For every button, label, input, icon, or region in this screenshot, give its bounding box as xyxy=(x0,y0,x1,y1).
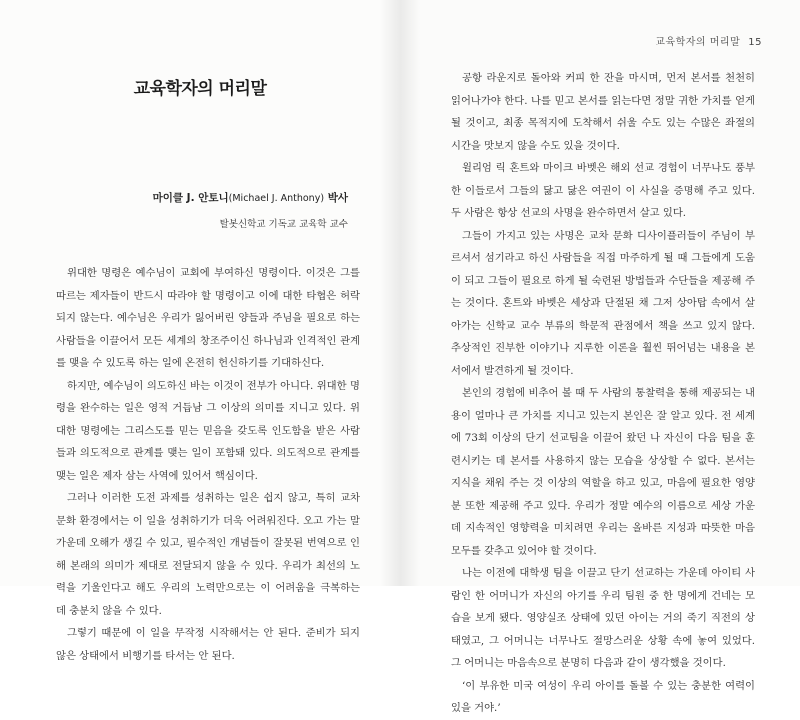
running-head xyxy=(655,33,762,48)
paragraph: 그들이 가지고 있는 사명은 교차 문화 디사이플러들이 주님이 부르셔서 섬기라고 하신 사람들을 직접 마주하게 될 때 그들에게 도움이 되고 그들이 필요로 하게 될 숙련된 방법들과 수단들을 제공해 주는 것이다. 혼트와 바벳은 세상과 단절된 채 그저 상아탑 속에서 살아가는 신학교 교수 부류의 학문적 관점에서 책을 쓰고 있지 않다. 추상적인 진부한 이야기나 지루한 이론을 훨씬 뛰어넘는 내용을 본서에서 발견하게 될 것이다. xyxy=(451,229,755,377)
paragraph: 그러나 이러한 도전 과제를 성취하는 일은 쉽지 않고, 특히 교차 문화 환경에서는 이 일을 성취하기가 더욱 어려워진다. 오고 가는 말 가운데 오해가 생길 수 있고, 필수적인 개념들이 잘못된 번역으로 인해 본래의 의미가 제대로 전달되지 않을 수 있다. 우리가 최선의 노력을 기울인다고 해도 우리의 노력만으로는 이 어려움을 극복하는 데 충분치 않을 수 있다. xyxy=(56,492,360,617)
left-page xyxy=(0,0,400,662)
page-number: 15 xyxy=(748,37,762,48)
paragraph: 공항 라운지로 돌아와 커피 한 잔을 마시며, 먼저 본서를 천천히 읽어나가야 한다. 나를 믿고 본서를 읽는다면 정말 귀한 가치를 얻게 될 것이고, 최종 목적지에 도착해서 쉬울 수도 있는 수많은 좌절의 시간을 맛보지 않을 수도 있을 것이다. xyxy=(451,72,755,152)
paragraph: 윌리엄 릭 혼트와 마이크 바벳은 해외 선교 경험이 너무나도 풍부한 이들로서 그들의 닳고 닳은 여권이 이 사실을 증명해 주고 있다. 두 사람은 항상 선교의 사명을 완수하면서 살고 있다. xyxy=(451,162,755,219)
paragraph: 나는 이전에 대학생 팀을 이끌고 단기 선교하는 가운데 아이티 사람인 한 어머니가 자신의 아기를 우리 팀원 중 한 명에게 건네는 모습을 보게 됐다. 영양실조 상태에 있던 아이는 거의 죽기 직전의 상태였고, 그 어머니는 너무나도 절망스러운 상황 속에 놓여 있었다. 그 어머니는 마음속으로 분명히 다음과 같이 생각했을 것이다. xyxy=(451,567,755,669)
author-title: 박사 xyxy=(327,192,348,204)
paragraph: 위대한 명령은 예수님이 교회에 부여하신 명령이다. 이것은 그를 따르는 제자들이 반드시 따라야 할 명령이고 이에 대한 타협은 허락되지 않는다. 예수님은 우리가 잃어버린 양들과 주님을 필요로 하는 사람들을 이끌어서 모든 세계의 창조주이신 하나님과 인격적인 관계를 맺을 수 있도록 하는 일에 온전히 헌신하기를 기대하신다. xyxy=(56,267,360,369)
left-body-text xyxy=(56,262,360,667)
author-affiliation: 탈봇신학교 기독교 교육학 교수 xyxy=(219,219,348,230)
running-head-title: 교육학자의 머리말 xyxy=(655,37,741,48)
author-line xyxy=(153,190,348,205)
page-title: 교육학자의 머리말 xyxy=(133,79,267,99)
paragraph: 하지만, 예수님이 의도하신 바는 이것이 전부가 아니다. 위대한 명령을 완수하는 일은 영적 거듭남 그 이상의 의미를 지니고 있다. 위대한 명령에는 그리스도를 믿는 믿음을 갖도록 인도함을 받은 사람들과 의도적으로 관계를 맺는 일이 포함돼 있다. 의도적으로 관계를 맺는 일은 제자 삼는 사역에 있어서 핵심이다. xyxy=(56,379,360,482)
author-english-name: (Michael J. Anthony) xyxy=(228,193,325,204)
right-page xyxy=(400,0,800,714)
author-name: 마이클 J. 안토니 xyxy=(152,192,229,204)
paragraph: ‘이 부유한 미국 여성이 우리 아이를 돌볼 수 있는 충분한 여력이 있을 거야.’ xyxy=(451,679,755,714)
paragraph: 그렇기 때문에 이 일을 무작정 시작해서는 안 된다. 준비가 되지 않은 상태에서 비행기를 타서는 안 된다. xyxy=(56,627,360,662)
paragraph: 본인의 경험에 비추어 볼 때 두 사람의 통찰력을 통해 제공되는 내용이 얼마나 큰 가치를 지니고 있는지 본인은 잘 알고 있다. 전 세계에 73회 이상의 단기 선교팀을 이끌어 왔던 나 자신이 다음 팀을 훈련시키는 데 본서를 사용하지 않는 모습을 상상할 수 없다. 본서는 지식을 채워 주는 것 이상의 역할을 하고 있고, 마음에 필요한 영양분 또한 제공해 주고 있다. 우리가 정말 예수의 이름으로 세상 가운데 지속적인 영향력을 미치려면 우리는 올바른 지성과 따뜻한 마음 모두를 갖추고 있어야 할 것이다. xyxy=(451,387,755,557)
right-body-text xyxy=(451,67,755,720)
